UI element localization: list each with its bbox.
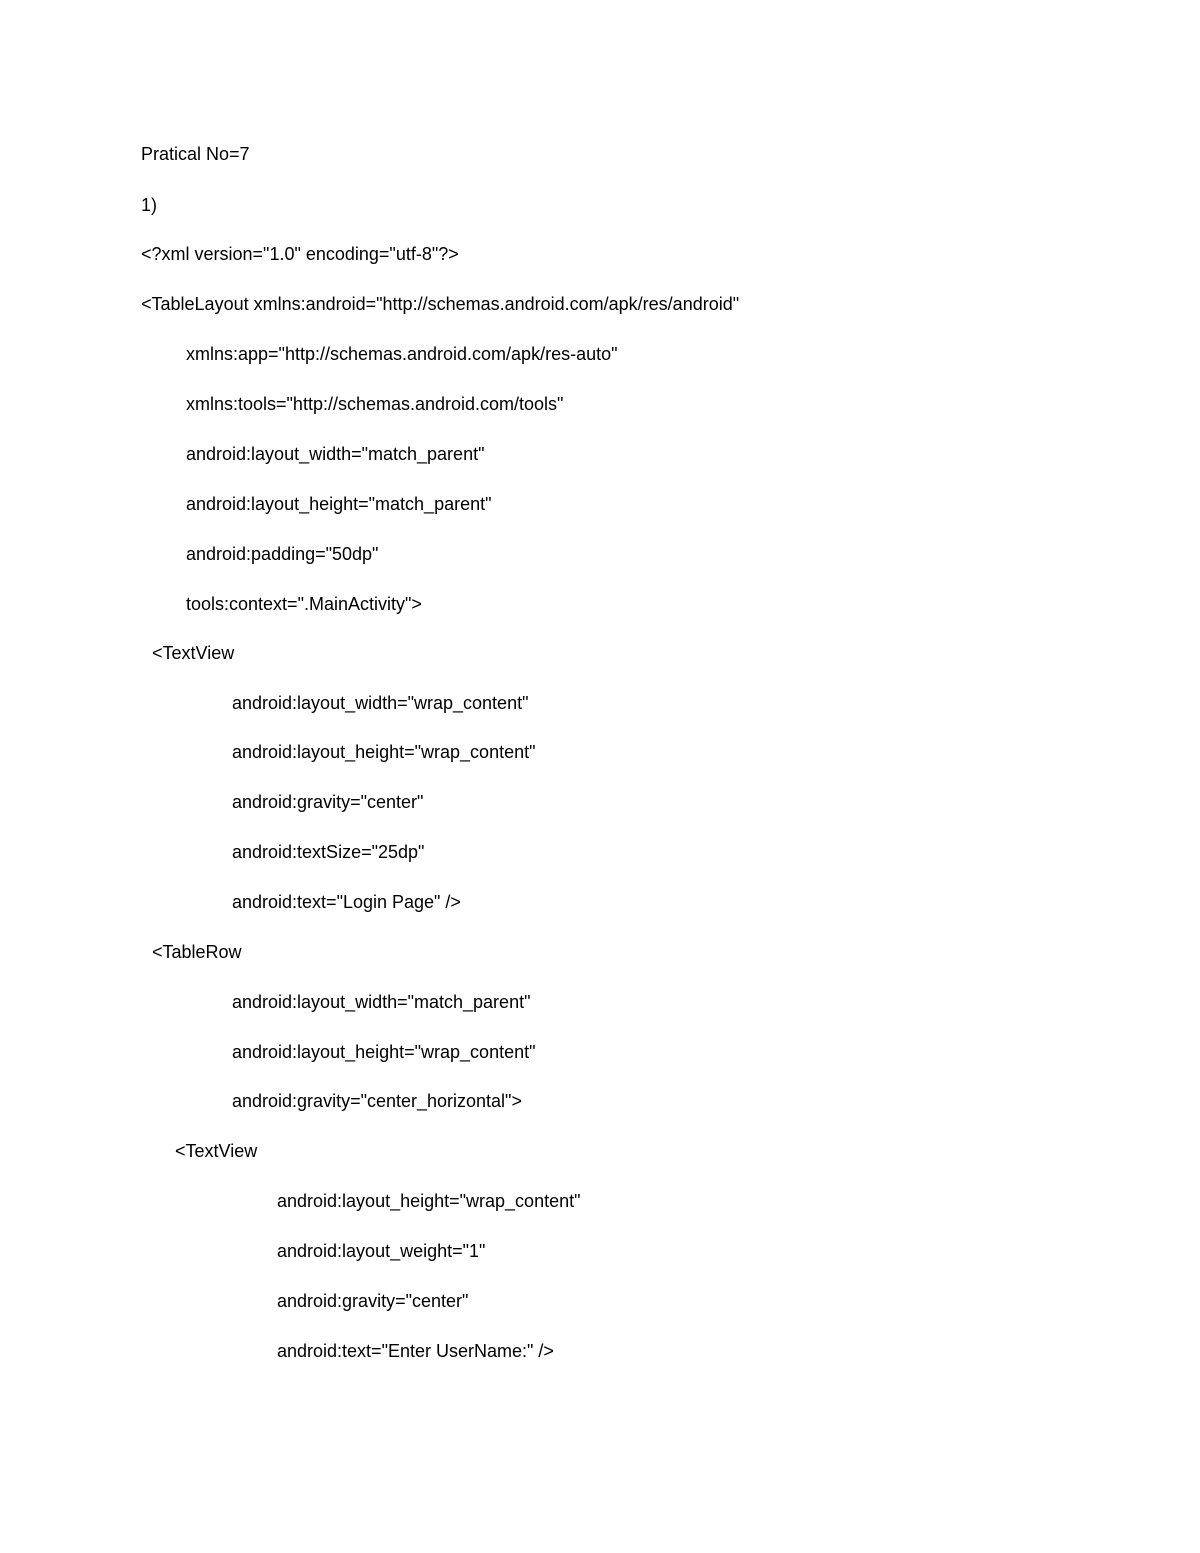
code-line: android:layout_width="match_parent" [186, 444, 485, 464]
code-line: android:text="Enter UserName:" /> [277, 1341, 554, 1361]
code-line: android:gravity="center" [277, 1291, 469, 1311]
document-heading: Pratical No=7 [141, 144, 250, 164]
code-line: xmlns:app="http://schemas.android.com/apk/res-auto" [186, 344, 618, 364]
code-line: xmlns:tools="http://schemas.android.com/tools" [186, 394, 564, 414]
code-line: android:text="Login Page" /> [232, 892, 461, 912]
code-line: <?xml version="1.0" encoding="utf-8"?> [141, 244, 459, 264]
code-line: <TableRow [152, 942, 242, 962]
code-line: android:layout_height="match_parent" [186, 494, 492, 514]
code-line: android:padding="50dp" [186, 544, 379, 564]
code-line: android:layout_weight="1" [277, 1241, 486, 1261]
code-line: android:layout_height="wrap_content" [277, 1191, 581, 1211]
code-line: android:layout_width="wrap_content" [232, 693, 529, 713]
code-line: <TableLayout xmlns:android="http://schemas.android.com/apk/res/android" [141, 294, 740, 314]
code-line: android:layout_width="match_parent" [232, 992, 531, 1012]
code-line: <TextView [175, 1141, 258, 1161]
code-line: android:gravity="center" [232, 792, 424, 812]
code-line: android:layout_height="wrap_content" [232, 742, 536, 762]
code-line: android:textSize="25dp" [232, 842, 425, 862]
code-line: android:layout_height="wrap_content" [232, 1042, 536, 1062]
code-line: android:gravity="center_horizontal"> [232, 1091, 522, 1111]
code-line: <TextView [152, 643, 235, 663]
question-number: 1) [141, 195, 158, 215]
code-line: tools:context=".MainActivity"> [186, 594, 422, 614]
